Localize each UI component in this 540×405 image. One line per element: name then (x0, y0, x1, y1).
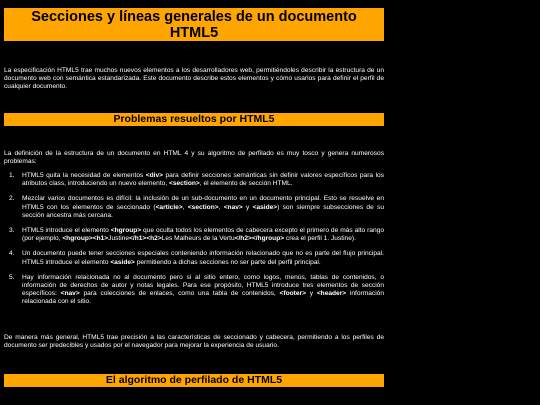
text-run: y (242, 203, 253, 211)
list-item-text (22, 195, 384, 218)
problems-intro-paragraph: La definición de la estructura de un documento en HTML 4 y su algoritmo de perfilado es muy tosco y genera numerosos problemas: (4, 150, 384, 166)
intro-paragraph: La especificación HTML5 trae muchos nuevos elementos a los desarrolladores web, permitiéndoles describir la estructura de un documento web con semántica estandarizada. Este documento describe estos elementos y cómo usarlos para definir el perfil de cualquier documento. (4, 67, 384, 91)
text-run: para colecciones de enlaces, como una tabla de contenidos, (79, 290, 280, 298)
list-item-number: 1. (9, 172, 15, 179)
list-item (9, 195, 384, 220)
text-run: Hay información relacionada no al documento pero si al sitio entero, como logos, menús, tablas de contenidos, o información de derechos de autor y notas legales. Para ese propósito, HTML5 introduce tres elementos de sección específicos: (22, 273, 384, 298)
code-element-name: <aside> (252, 203, 278, 211)
text-run: que oculta todos los elementos de cabecera excepto el primero de más alto rango (por ejemplo, (22, 227, 384, 243)
text-run: Justine (108, 235, 130, 243)
text-run: permitiendo a dichas secciones no ser parte del perfil principal. (134, 258, 321, 266)
text-run: Mezclar varios documentos es difícil: la inclusión de un sub-documento en un documento principal. Esto se resuelve en HTML5 con los elementos de seccionado ( (22, 195, 384, 211)
list-item-text (22, 227, 384, 242)
text-run: , (218, 203, 224, 211)
code-element-name: <aside> (110, 258, 135, 266)
list-item-number: 3. (9, 227, 15, 235)
text-run: crea el perfil 1. Justine). (284, 235, 356, 243)
code-element-name: <section> (169, 180, 200, 188)
list-item-number: 2. (9, 195, 15, 203)
text-run: Un documento puede tener secciones especiales conteniendo información relacionado que no es parte del flujo principal. HTML5 introduce el elemento (22, 250, 384, 266)
code-element-name: <article> (155, 203, 183, 211)
code-element-name: <hgroup> (110, 227, 142, 235)
code-element-name: <section> (187, 203, 219, 211)
text-run: y (305, 290, 317, 298)
list-item (9, 227, 384, 243)
page-title-line-1: Secciones y líneas generales de un documento (31, 9, 357, 25)
list-item-text (22, 274, 384, 306)
conclusion-paragraph: De manera más general, HTML5 trae precisión a las características de seccionado y cabecera, permitiendo a los perfiles de documento ser predecibles y usados por el navegador para mejorar la experiencia de usuario. (4, 334, 384, 350)
list-item-text (22, 172, 384, 187)
code-element-name: </h1><h2> (129, 235, 162, 243)
text-run: , (182, 203, 188, 211)
text-run: ) son siempre subsecciones de su sección ancestra más cercana. (22, 203, 384, 219)
text-run: , el elemento de sección HTML. (199, 180, 293, 188)
list-item (9, 273, 385, 307)
text-run: HTML5 quita la necesidad de elementos (22, 172, 146, 179)
text-run: para definir secciones semánticas sin definir valores específicos para los atributos class, introduciendo un nuevo elemento, (22, 172, 384, 188)
code-element-name: <header> (316, 290, 347, 298)
page-title-line-2: HTML5 (169, 25, 219, 41)
code-element-name: <div> (145, 172, 164, 179)
text-run: información relacionada con el sitio. (22, 290, 385, 306)
text-run: Les Malheurs de la Vertu (161, 235, 235, 243)
section-heading-outline-algorithm: El algoritmo de perfilado de HTML5 (4, 374, 384, 387)
list-item (9, 172, 384, 188)
section-heading-problems: Problemas resueltos por HTML5 (4, 113, 384, 126)
page-title (4, 8, 384, 41)
text-run: HTML5 introduce el elemento (22, 227, 111, 235)
list-item-number: 4. (9, 250, 15, 258)
list-item-text (22, 250, 384, 265)
code-element-name: <nav> (223, 203, 243, 211)
code-element-name: <footer> (279, 290, 306, 298)
problems-list (4, 172, 384, 314)
code-element-name: <nav> (60, 290, 80, 298)
list-item-number: 5. (9, 273, 15, 281)
code-element-name: <hgroup><h1> (62, 235, 109, 243)
list-item (9, 250, 384, 266)
code-element-name: </h2></hgroup> (234, 235, 285, 243)
